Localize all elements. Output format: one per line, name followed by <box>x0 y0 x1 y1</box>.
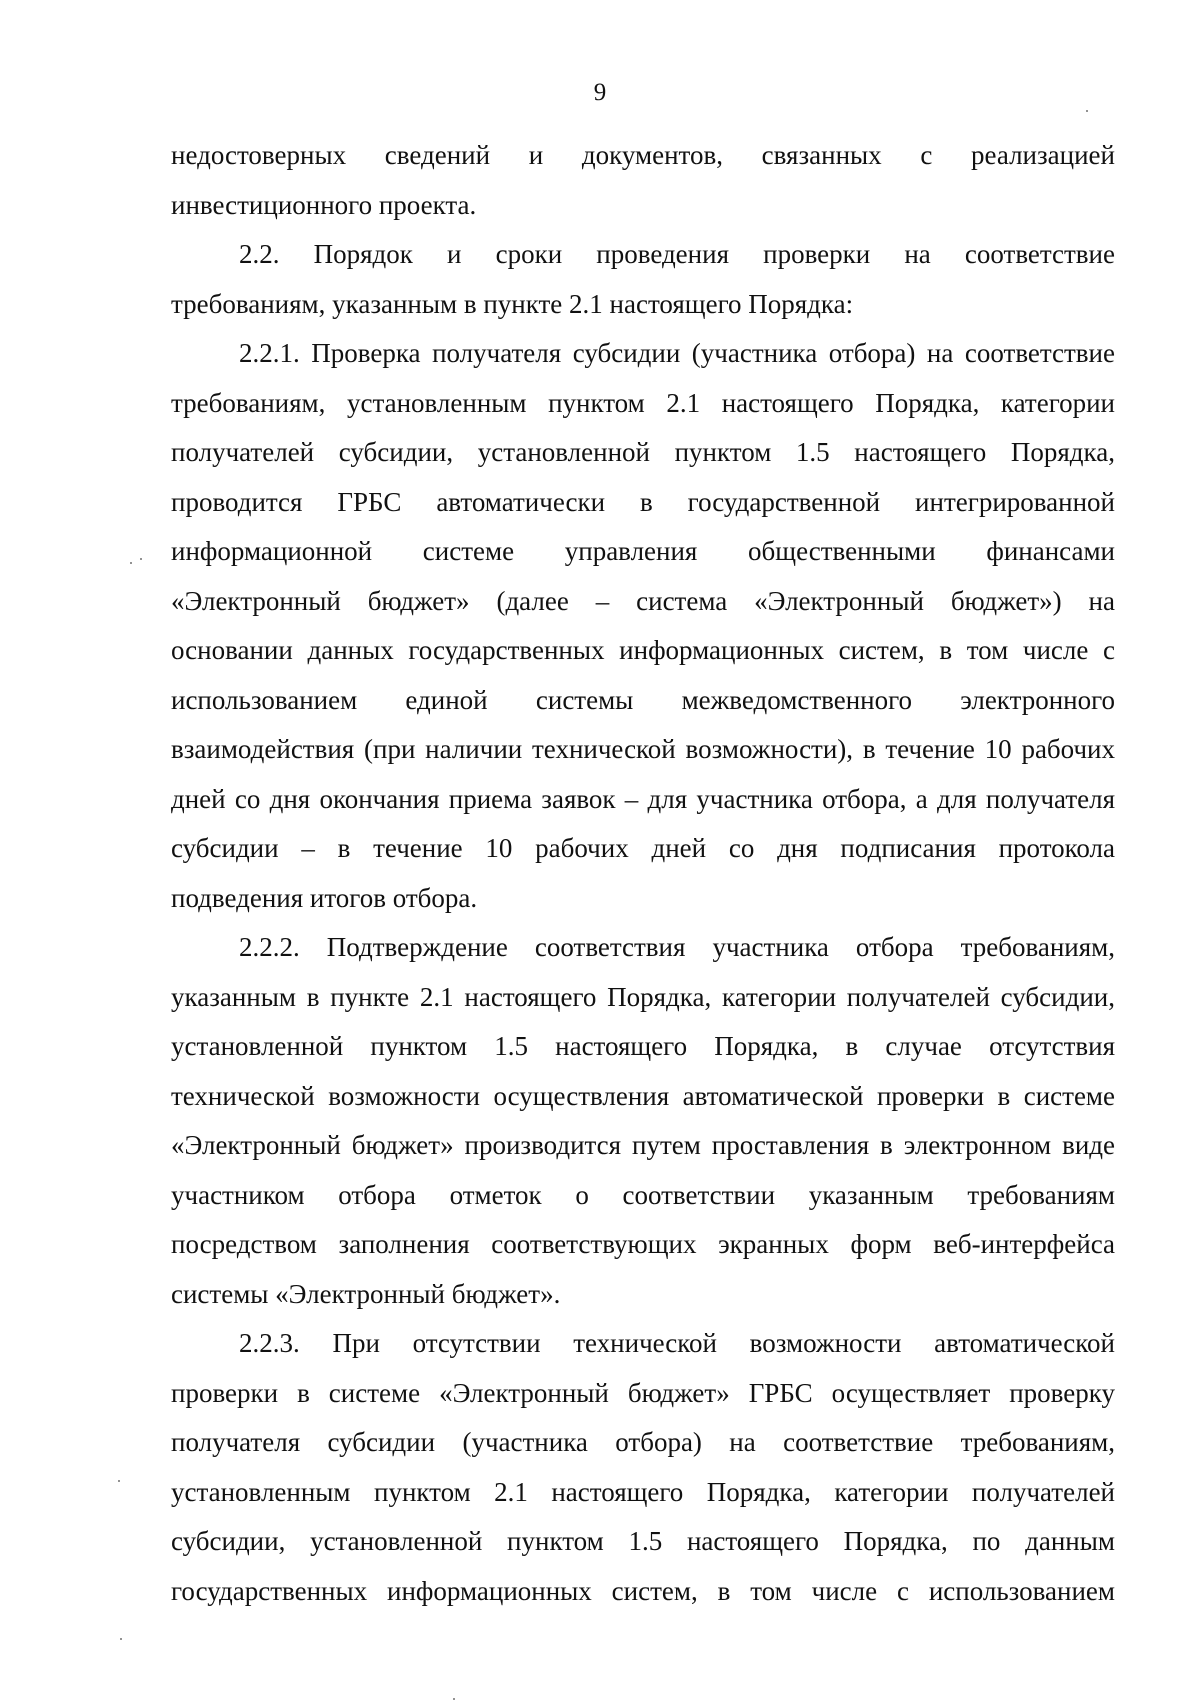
scan-speck <box>1086 110 1088 112</box>
text-line: 2.2. Порядок и сроки проведения проверки на соответствие <box>239 239 1115 269</box>
scan-speck <box>120 1638 122 1640</box>
text-line: «Электронный бюджет» производится путем проставления в электронном виде <box>171 1130 1115 1160</box>
text-line: 2.2.1. Проверка получателя субсидии (участника отбора) на соответствие <box>239 338 1115 368</box>
text-line: основании данных государственных информационных систем, в том числе с <box>171 635 1115 665</box>
text-line: использованием единой системы межведомственного электронного <box>171 684 1115 715</box>
document-body <box>171 131 1115 1616</box>
text-line: получателей субсидии, установленной пунктом 1.5 настоящего Порядка, <box>171 437 1115 467</box>
text-line: подведения итогов отбора. <box>171 882 478 913</box>
text-line: участником отбора отметок о соответствии указанным требованиям <box>171 1179 1115 1210</box>
text-line: системы «Электронный бюджет». <box>171 1278 561 1309</box>
text-line: государственных информационных систем, в том числе с использованием <box>171 1575 1115 1606</box>
text-line: требованиям, установленным пунктом 2.1 настоящего Порядка, категории <box>171 387 1115 418</box>
scan-speck <box>140 558 142 560</box>
text-line: указанным в пункте 2.1 настоящего Порядка, категории получателей субсидии, <box>171 981 1115 1012</box>
text-line: «Электронный бюджет» (далее – система «Электронный бюджет») на <box>171 585 1115 616</box>
text-line: установленной пунктом 1.5 настоящего Порядка, в случае отсутствия <box>171 1031 1115 1061</box>
text-line: технической возможности осуществления автоматической проверки в системе <box>171 1080 1115 1111</box>
text-line: взаимодействия (при наличии технической возможности), в течение 10 рабочих <box>171 734 1115 764</box>
text-line: установленным пунктом 2.1 настоящего Порядка, категории получателей <box>171 1476 1115 1507</box>
text-line: требованиям, указанным в пункте 2.1 настоящего Порядка: <box>171 288 854 319</box>
scan-speck <box>118 1480 120 1482</box>
text-line: субсидии – в течение 10 рабочих дней со дня подписания протокола <box>171 833 1115 863</box>
scan-speck <box>130 562 132 564</box>
page-number: 9 <box>593 79 607 106</box>
text-line: посредством заполнения соответствующих экранных форм веб-интерфейса <box>171 1229 1115 1259</box>
text-line: дней со дня окончания приема заявок – для участника отбора, а для получателя <box>171 783 1115 814</box>
text-line: проводится ГРБС автоматически в государственной интегрированной <box>171 486 1115 517</box>
text-line: инвестиционного проекта. <box>171 189 477 220</box>
text-line: недостоверных сведений и документов, связанных с реализацией <box>171 140 1115 170</box>
text-line: проверки в системе «Электронный бюджет» ГРБС осуществляет проверку <box>171 1377 1115 1408</box>
text-line: 2.2.2. Подтверждение соответствия участника отбора требованиям, <box>239 932 1115 962</box>
text-line: субсидии, установленной пунктом 1.5 настоящего Порядка, по данным <box>171 1526 1115 1556</box>
scan-speck <box>453 1698 455 1700</box>
text-line: информационной системе управления общественными финансами <box>171 536 1115 566</box>
text-line: 2.2.3. При отсутствии технической возможности автоматической <box>239 1328 1115 1358</box>
text-line: получателя субсидии (участника отбора) на соответствие требованиям, <box>171 1427 1115 1457</box>
